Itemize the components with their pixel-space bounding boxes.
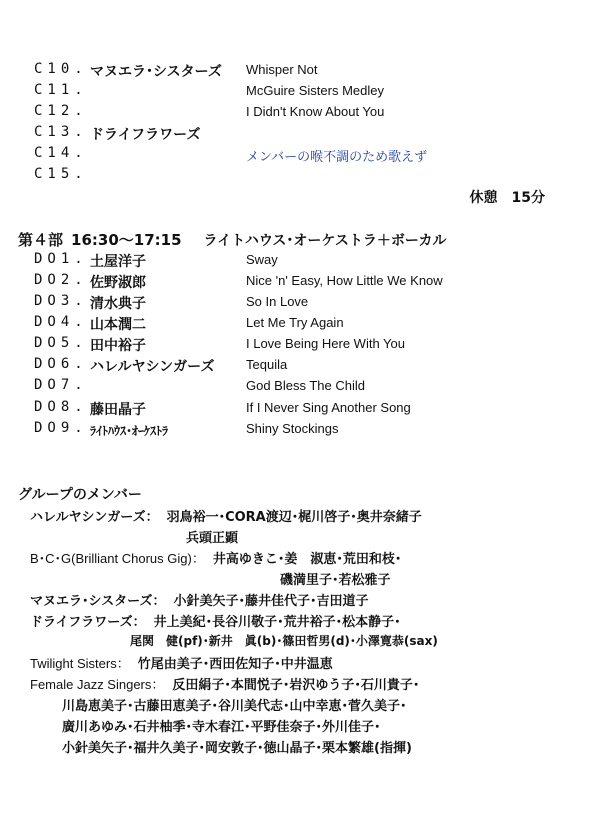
song-title: Whisper Not bbox=[246, 62, 318, 77]
performer-name: 山本潤二 bbox=[90, 317, 146, 333]
song-title: Nice 'n' Easy, How Little We Know bbox=[246, 273, 443, 288]
program-code: C14. bbox=[34, 145, 88, 161]
section-title: ライトハウス･オーケストラ＋ボーカル bbox=[203, 233, 447, 249]
program-row bbox=[0, 166, 600, 188]
performer-name: 土屋洋子 bbox=[90, 254, 146, 270]
song-title: Tequila bbox=[246, 357, 288, 372]
group-name: Female Jazz Singers： bbox=[30, 677, 165, 692]
program-row bbox=[0, 335, 600, 357]
program-row bbox=[0, 420, 600, 442]
group-members-continued: 尾関 健(pf)･新井 眞(b)･篠田哲男(d)･小澤寛恭(sax) bbox=[130, 634, 438, 648]
group-name: Twilight Sisters： bbox=[30, 656, 130, 671]
group-entry bbox=[30, 590, 368, 609]
group-members-continued: 兵頭正顕 bbox=[186, 531, 239, 546]
song-title: I Didn't Know About You bbox=[246, 104, 385, 119]
group-members: 井上美紀･長谷川敬子･荒井裕子･松本静子･ bbox=[153, 615, 401, 630]
group-entry bbox=[30, 548, 401, 567]
group-members: 竹尾由美子･西田佐知子･中井温恵 bbox=[137, 657, 333, 672]
performer-name: 清水典子 bbox=[90, 296, 146, 312]
program-row bbox=[0, 399, 600, 421]
song-title: Shiny Stockings bbox=[246, 421, 339, 436]
program-row bbox=[0, 377, 600, 399]
program-code: DO8. bbox=[34, 399, 88, 415]
program-code: C12. bbox=[34, 103, 88, 119]
performer-name: ﾗｲﾄﾊｳｽ･ｵｰｹｽﾄﾗ bbox=[90, 424, 169, 438]
group-name: ドライフラワーズ： bbox=[30, 615, 146, 630]
group-members: 井高ゆきこ･姜 淑恵･荒田和枝･ bbox=[212, 552, 402, 567]
song-title: So In Love bbox=[246, 294, 309, 309]
performer-name: ハレルヤシンガーズ bbox=[90, 359, 215, 375]
program-code: DO5. bbox=[34, 335, 88, 351]
performer-name: マヌエラ･シスターズ bbox=[90, 64, 222, 80]
program-row bbox=[0, 103, 600, 125]
program-row bbox=[0, 82, 600, 104]
program-code: DO9. bbox=[34, 420, 88, 436]
group-entry bbox=[30, 611, 401, 630]
group-members-heading: グループのメンバー bbox=[18, 487, 142, 503]
program-code: C11. bbox=[34, 82, 88, 98]
program-code: DO2. bbox=[34, 272, 88, 288]
program-code: DO1. bbox=[34, 251, 88, 267]
song-title: Sway bbox=[246, 252, 278, 267]
cancellation-note: メンバーの喉不調のため歌えず bbox=[246, 149, 428, 164]
group-members: 羽鳥裕一･CORA渡辺･梶川啓子･奥井奈緒子 bbox=[166, 510, 422, 525]
group-members-continued: 廣川あゆみ･石井柚季･寺木春江･平野佳奈子･外川佳子･ bbox=[62, 720, 381, 735]
group-members: 反田絹子･本間悦子･岩沢ゆう子･石川貴子･ bbox=[172, 678, 420, 693]
section-label: 第４部 bbox=[18, 231, 64, 249]
program-row bbox=[0, 272, 600, 294]
song-title: McGuire Sisters Medley bbox=[246, 83, 384, 98]
song-title: Let Me Try Again bbox=[246, 315, 344, 330]
program-row bbox=[0, 314, 600, 336]
section-time: 16:30〜17:15 bbox=[71, 231, 182, 249]
program-row bbox=[0, 356, 600, 378]
program-code: C13. bbox=[34, 124, 88, 140]
group-members-continued: 磯満里子･若松雅子 bbox=[280, 573, 391, 588]
program-code: DO6. bbox=[34, 356, 88, 372]
program-row bbox=[0, 61, 600, 83]
performer-name: 藤田晶子 bbox=[90, 402, 146, 418]
program-code: DO4. bbox=[34, 314, 88, 330]
program-code: DO3. bbox=[34, 293, 88, 309]
program-row bbox=[0, 124, 600, 146]
song-title: I Love Being Here With You bbox=[246, 336, 405, 351]
performer-name: 佐野淑郎 bbox=[90, 275, 146, 291]
performer-name: ドライフラワーズ bbox=[90, 127, 201, 143]
group-name: ハレルヤシンガーズ： bbox=[30, 510, 159, 525]
group-entry bbox=[30, 506, 422, 525]
group-members-continued: 川島恵美子･古藤田恵美子･谷川美代志･山中幸恵･菅久美子･ bbox=[62, 699, 407, 714]
program-code: C10. bbox=[34, 61, 88, 77]
program-row bbox=[0, 145, 600, 167]
program-row bbox=[0, 251, 600, 273]
program-code: DO7. bbox=[34, 377, 88, 393]
program-row bbox=[0, 293, 600, 315]
program-code: C15. bbox=[34, 166, 88, 182]
group-members: 小針美矢子･藤井佳代子･吉田道子 bbox=[173, 594, 369, 609]
section-heading bbox=[18, 229, 447, 250]
group-name: マヌエラ･シスターズ： bbox=[30, 594, 166, 609]
performer-name: 田中裕子 bbox=[90, 338, 146, 354]
group-entry bbox=[30, 674, 419, 693]
intermission-label: 休憩 15分 bbox=[469, 190, 545, 206]
song-title: God Bless The Child bbox=[246, 378, 365, 393]
song-title: If I Never Sing Another Song bbox=[246, 400, 411, 415]
group-name: B･C･G(Brilliant Chorus Gig)： bbox=[30, 551, 205, 566]
group-entry bbox=[30, 653, 333, 672]
group-members-continued: 小針美矢子･福井久美子･岡安敦子･徳山晶子･栗本繁雄(指揮) bbox=[62, 741, 412, 756]
